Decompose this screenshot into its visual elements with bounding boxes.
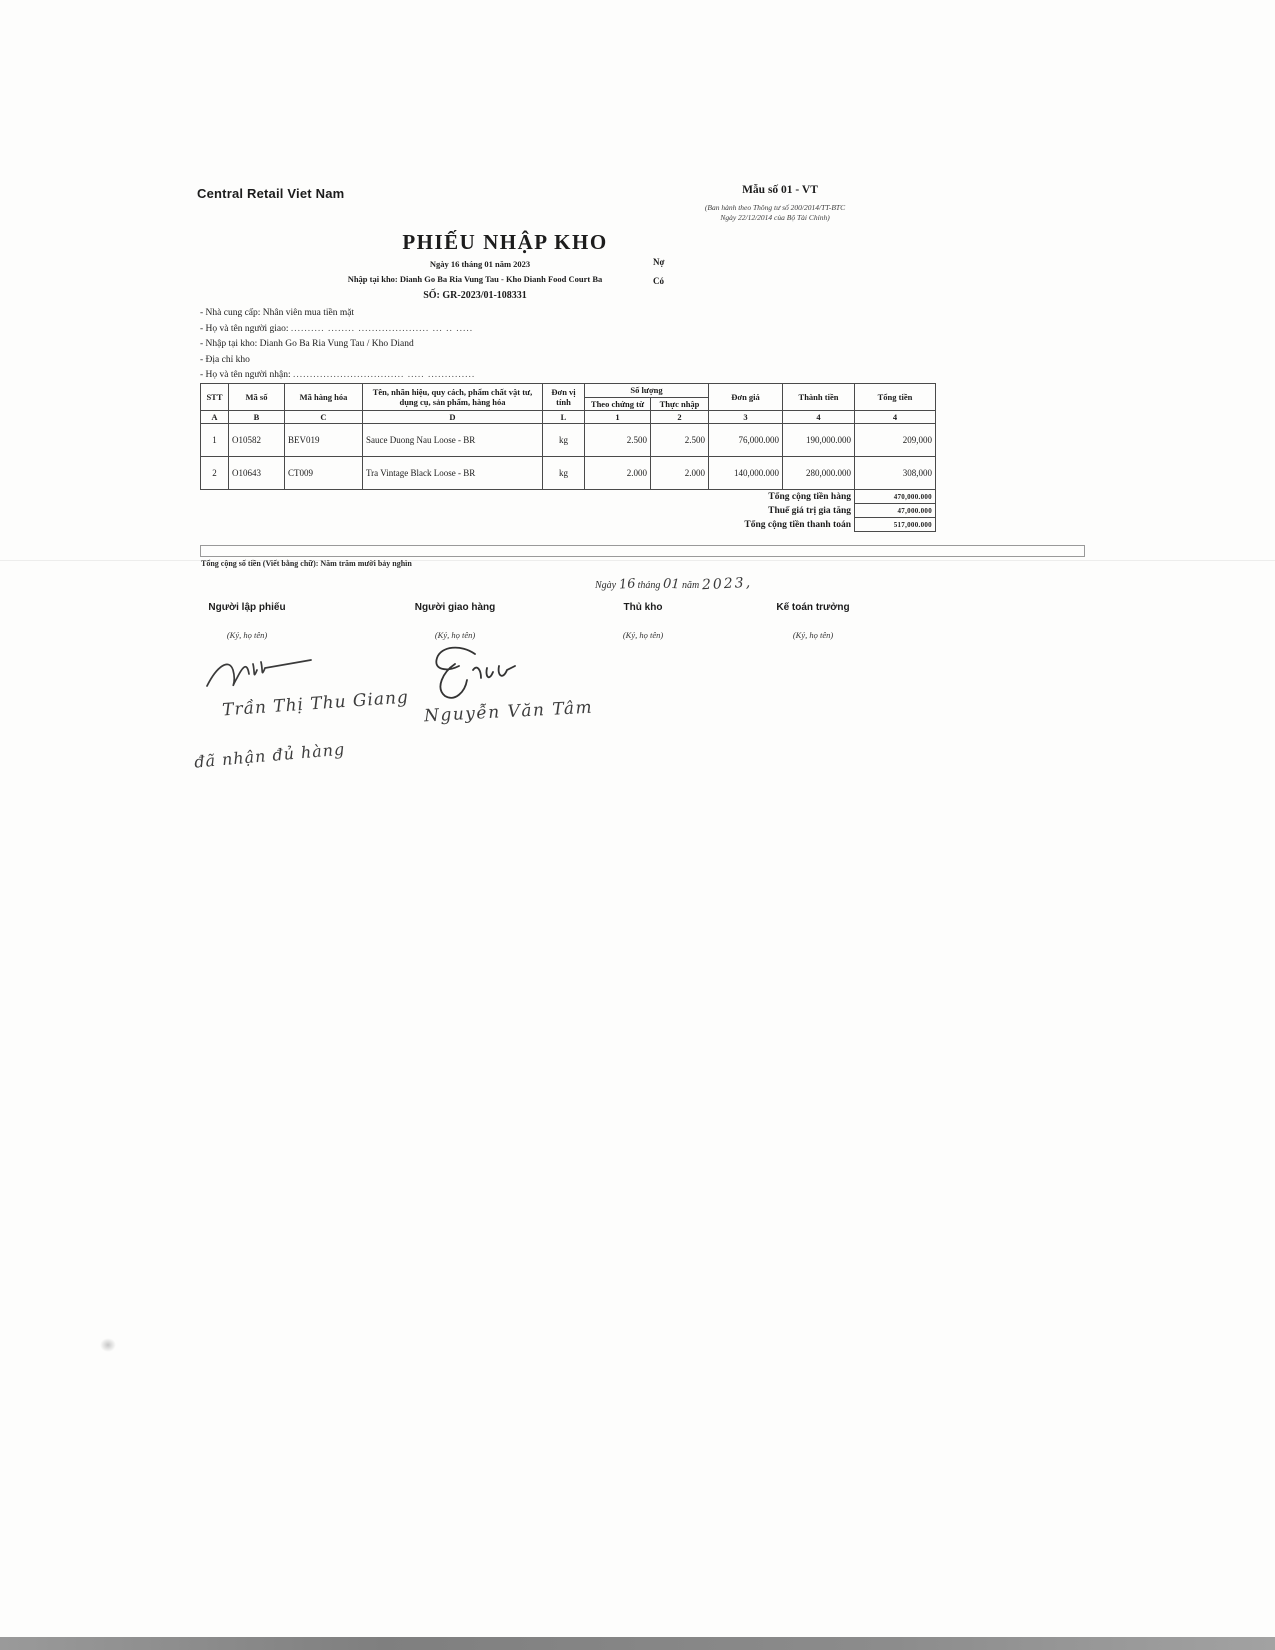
row2-theo-chung-tu: 2.000 — [585, 457, 651, 490]
info-list — [200, 306, 475, 384]
letter-1: 1 — [585, 411, 651, 424]
row1-don-vi-tinh: kg — [543, 424, 585, 457]
handwritten-month: 01 — [662, 576, 680, 593]
letter-2: 2 — [651, 411, 709, 424]
letter-c: C — [285, 411, 363, 424]
sig-title-thu-kho: Thủ kho — [623, 602, 663, 613]
document-title: PHIẾU NHẬP KHO — [402, 230, 608, 254]
total-payment-label: Tổng cộng tiền thanh toán — [744, 519, 851, 530]
letter-d: D — [363, 411, 543, 424]
amount-words-box — [200, 545, 1085, 557]
row1-theo-chung-tu: 2.500 — [585, 424, 651, 457]
row2-ma-hang-hoa: CT009 — [285, 457, 363, 490]
form-issuance-line2: Ngày 22/12/2014 của Bộ Tài Chính) — [720, 213, 830, 222]
total-row-vat — [201, 504, 936, 518]
handwritten-note-received: đã nhận đủ hàng — [193, 739, 346, 772]
handwritten-day: 16 — [618, 576, 636, 593]
sig-title-nguoi-lap-phieu: Người lập phiếu — [208, 602, 286, 613]
row2-thuc-nhap: 2.000 — [651, 457, 709, 490]
sig-sub-thu-kho: (Ký, họ tên) — [622, 630, 664, 640]
info-receiver: - Họ và tên người nhận: ................................. ..... .............. — [200, 370, 476, 380]
date-word-ngay: Ngày — [595, 580, 617, 591]
total-row-payment — [201, 518, 936, 532]
row1-stt: 1 — [201, 424, 229, 457]
row2-ten: Tra Vintage Black Loose - BR — [363, 457, 543, 490]
header-row-1 — [201, 384, 936, 398]
row2-thanh-tien: 280,000.000 — [783, 457, 855, 490]
letter-b: B — [229, 411, 285, 424]
info-address: - Địa chỉ kho — [200, 354, 250, 365]
signature-scribble-2 — [425, 642, 525, 704]
amount-in-words: Tổng cộng số tiền (Viết bằng chữ): Năm trăm mười bảy nghìn — [201, 559, 412, 568]
row2-tong-tien: 308,000 — [855, 457, 936, 490]
row1-ma-so: O10582 — [229, 424, 285, 457]
scan-artifact-line — [0, 560, 1275, 561]
warehouse-line: Nhập tại kho: Dianh Go Ba Ria Vung Tau - Kho Dianh Food Court Ba — [347, 274, 603, 284]
info-supplier: - Nhà cung cấp: Nhân viên mua tiền mặt — [200, 308, 355, 318]
col-header-thanh-tien: Thành tiền — [783, 384, 855, 411]
table-row — [201, 424, 936, 457]
row1-don-gia: 76,000.000 — [709, 424, 783, 457]
debit-label: Nợ — [653, 257, 665, 267]
letter-row — [201, 411, 936, 424]
total-vat-value: 47,000.000 — [855, 504, 936, 518]
scan-edge-bar — [0, 1637, 1275, 1650]
items-table — [200, 383, 936, 532]
company-name: Central Retail Viet Nam — [197, 186, 345, 201]
letter-4: 4 — [783, 411, 855, 424]
total-goods-label: Tổng cộng tiền hàng — [768, 492, 851, 502]
row2-ma-so: O10643 — [229, 457, 285, 490]
col-header-theo-chung-tu: Theo chứng từ — [585, 397, 651, 411]
form-code: Mẫu số 01 - VT — [742, 184, 818, 196]
row1-thuc-nhap: 2.500 — [651, 424, 709, 457]
sig-sub-nguoi-lap-phieu: (Ký, họ tên) — [226, 630, 268, 640]
col-header-ten: Tên, nhãn hiệu, quy cách, phẩm chất vật tư, dụng cụ, sản phẩm, hàng hóa — [363, 384, 543, 411]
total-payment-value: 517,000.000 — [855, 518, 936, 532]
total-vat-label: Thuế giá trị gia tăng — [768, 505, 851, 516]
handwritten-name-2: Nguyễn Văn Tâm — [423, 697, 594, 727]
row1-ma-hang-hoa: BEV019 — [285, 424, 363, 457]
info-deliverer: - Họ và tên người giao: .......... ........ ..................... ... .. ..... — [200, 323, 474, 334]
signature-scribble-1 — [203, 648, 318, 696]
handwritten-year: 2023, — [701, 574, 753, 594]
table-row — [201, 457, 936, 490]
col-header-thuc-nhap: Thực nhập — [651, 397, 709, 411]
letter-3: 3 — [709, 411, 783, 424]
col-header-tong-tien: Tổng tiền — [855, 384, 936, 411]
sig-sub-ke-toan-truong: (Ký, họ tên) — [792, 630, 834, 640]
info-warehouse: - Nhập tại kho: Dianh Go Ba Ria Vung Tau / Kho Diand — [200, 339, 414, 349]
col-header-ma-hang-hoa: Mã hàng hóa — [285, 384, 363, 411]
signature-date-line — [595, 576, 752, 592]
row1-ten: Sauce Duong Nau Loose - BR — [363, 424, 543, 457]
col-header-ma-so: Mã số — [229, 384, 285, 411]
document-number: SỐ: GR-2023/01-108331 — [423, 290, 527, 301]
letter-unit: L — [543, 411, 585, 424]
col-header-so-luong: Số lượng — [585, 384, 709, 398]
letter-a: A — [201, 411, 229, 424]
col-header-stt: STT — [201, 384, 229, 411]
scan-smudge — [100, 1338, 116, 1352]
date-word-nam: năm — [681, 580, 700, 591]
row1-tong-tien: 209,000 — [855, 424, 936, 457]
row2-stt: 2 — [201, 457, 229, 490]
document-date-line: Ngày 16 tháng 01 năm 2023 — [429, 259, 531, 269]
handwritten-name-1: Trần Thị Thu Giang — [221, 687, 410, 721]
letter-5: 4 — [855, 411, 936, 424]
col-header-don-gia: Đơn giá — [709, 384, 783, 411]
sig-sub-nguoi-giao-hang: (Ký, họ tên) — [434, 630, 476, 640]
total-row-goods — [201, 490, 936, 504]
row2-don-gia: 140,000.000 — [709, 457, 783, 490]
col-header-don-vi-tinh: Đơn vị tính — [543, 384, 585, 411]
sig-title-nguoi-giao-hang: Người giao hàng — [414, 602, 496, 613]
date-word-thang: tháng — [637, 580, 661, 591]
total-goods-value: 470,000.000 — [855, 490, 936, 504]
row1-thanh-tien: 190,000.000 — [783, 424, 855, 457]
form-issuance-line1: (Ban hành theo Thông tư số 200/2014/TT-BTC — [704, 203, 846, 212]
row2-don-vi-tinh: kg — [543, 457, 585, 490]
sig-title-ke-toan-truong: Kế toán trưởng — [776, 602, 850, 613]
credit-label: Có — [653, 276, 664, 286]
